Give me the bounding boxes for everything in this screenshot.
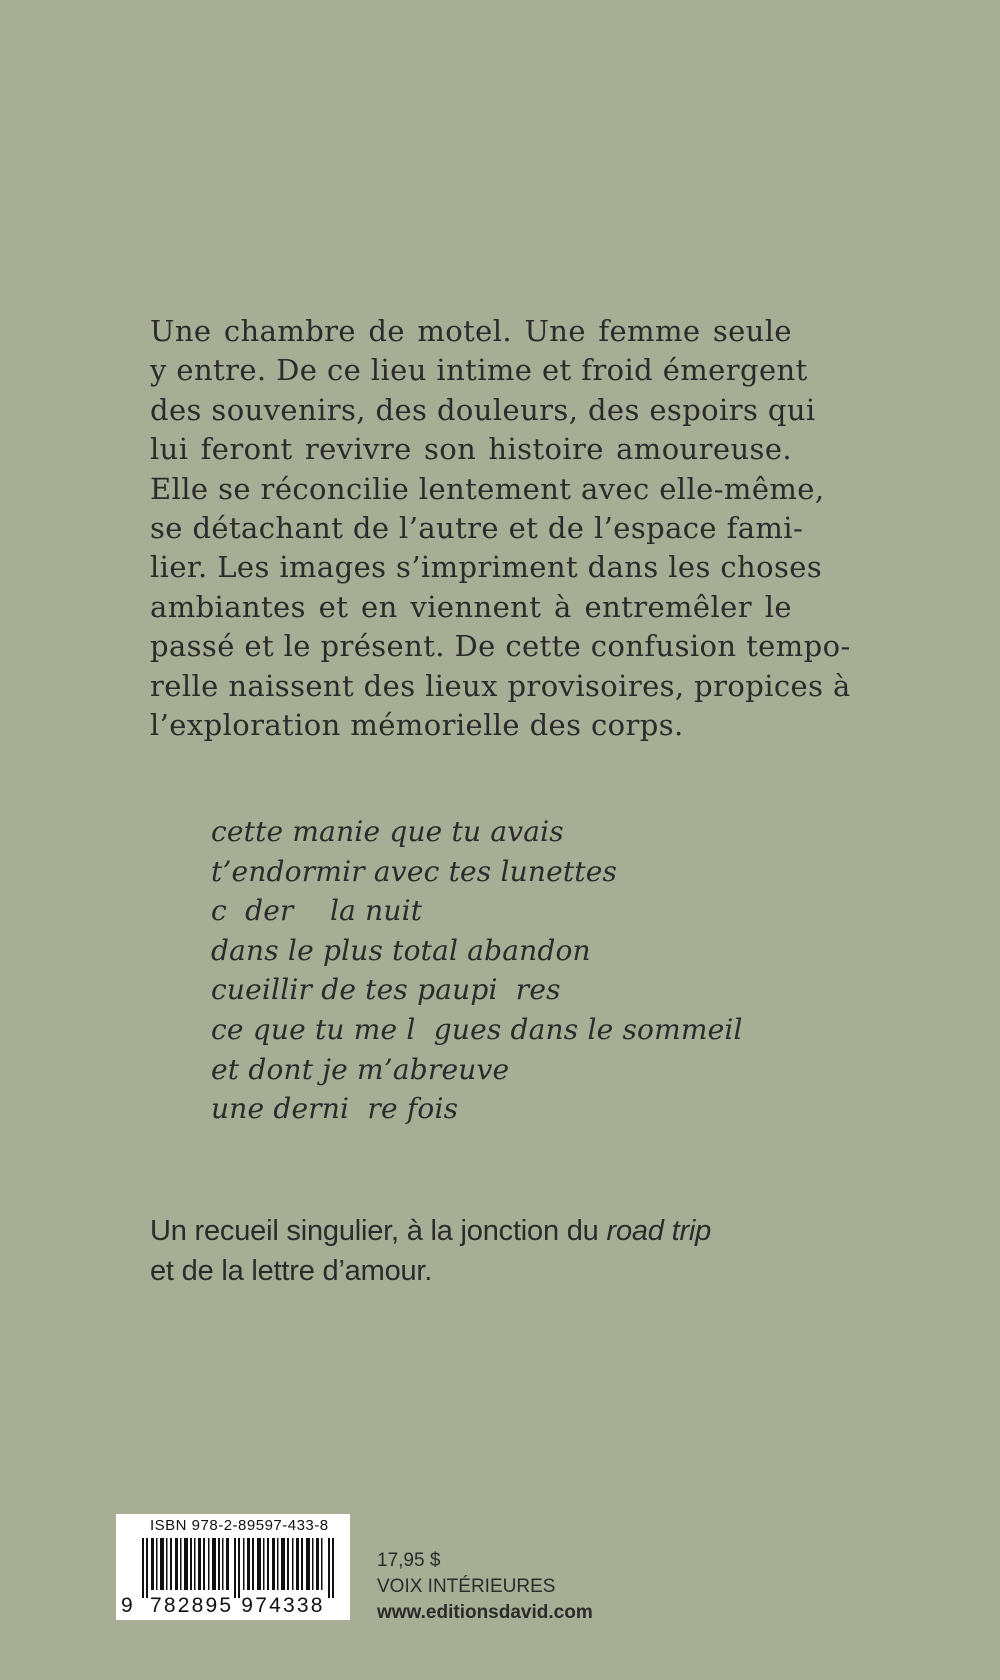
poem-verse: c der la nuit: [211, 894, 423, 928]
publisher-website: www.editionsdavid.com: [377, 1602, 593, 1623]
tagline-text: Un recueil singulier, à la jonction du: [150, 1215, 607, 1247]
tagline-italic: road trip: [606, 1215, 712, 1247]
blurb-line: se détachant de l’autre et de l’espace fami-: [150, 510, 804, 545]
price: 17,95 $: [377, 1550, 441, 1571]
isbn-number: ISBN 978-2-89597-433-8: [150, 1517, 329, 1534]
blurb-line: relle naissent des lieux provisoires, propices à: [150, 668, 851, 703]
collection-name: VOIX INTÉRIEURES: [377, 1576, 556, 1597]
barcode-first-digit: 9: [121, 1594, 133, 1617]
blurb-line: Elle se réconcilie lentement avec elle-même,: [150, 471, 825, 506]
tagline-line-2: et de la lettre d’amour.: [150, 1255, 433, 1287]
back-cover-blurb: [150, 312, 851, 745]
poem-verse: cette manie que tu avais: [211, 815, 564, 848]
tagline: [150, 1211, 711, 1291]
blurb-line: Une chambre de motel. Une femme seule: [150, 314, 792, 348]
poem-verse: une derni re fois: [211, 1092, 459, 1126]
poem-verse: dans le plus total abandon: [211, 933, 591, 967]
blurb-line: ambiantes et en viennent à entremêler le: [150, 589, 792, 624]
poem-verse: ce que tu me l gues dans le sommeil: [211, 1012, 743, 1046]
tagline-line-1: [150, 1211, 711, 1251]
poem-verse: et dont je m’abreuve: [211, 1052, 510, 1086]
poem-verse: cueillir de tes paupi res: [211, 973, 561, 1007]
barcode-digits: 782895 974338: [150, 1594, 325, 1617]
blurb-line: des souvenirs, des douleurs, des espoirs qui: [150, 392, 816, 427]
publisher-imprint: [377, 1548, 593, 1626]
blurb-line: passé et le présent. De cette confusion tempo-: [150, 629, 851, 664]
blurb-line: lui feront revivre son histoire amoureuse.: [150, 432, 792, 467]
blurb-line: lier. Les images s’impriment dans les choses: [150, 550, 823, 585]
poem-excerpt: [211, 812, 743, 1129]
isbn-barcode: [116, 1514, 350, 1620]
blurb-line: y entre. De ce lieu intime et froid émergent: [150, 353, 808, 388]
barcode-bars: [142, 1538, 338, 1598]
blurb-line: l’exploration mémorielle des corps.: [150, 707, 684, 742]
poem-verse: t’endormir avec tes lunettes: [211, 854, 618, 888]
